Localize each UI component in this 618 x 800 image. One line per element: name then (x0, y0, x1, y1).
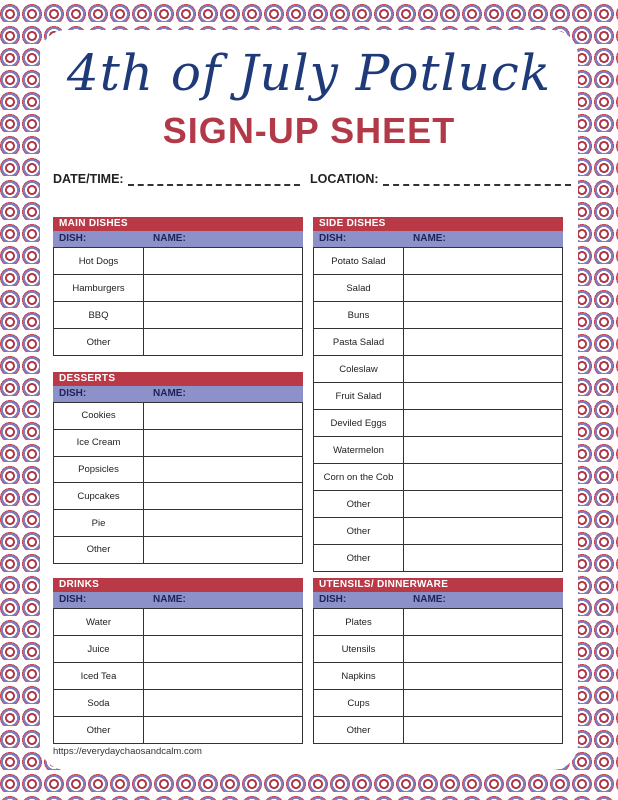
name-cell[interactable] (144, 302, 302, 328)
section-header: DESSERTS (53, 372, 303, 386)
table-row (54, 716, 302, 743)
name-cell[interactable] (144, 430, 302, 456)
dish-cell: Cookies (54, 403, 144, 429)
dish-cell: Watermelon (314, 437, 404, 463)
name-cell[interactable] (144, 275, 302, 301)
name-cell[interactable] (404, 491, 562, 517)
table-row (54, 402, 302, 429)
dish-cell: Water (54, 609, 144, 635)
name-cell[interactable] (404, 248, 562, 274)
table-row (314, 328, 562, 355)
column-header (313, 231, 563, 247)
dish-column-label: DISH: (59, 233, 87, 244)
table-row (54, 274, 302, 301)
table-row (314, 635, 562, 662)
dish-cell: Hot Dogs (54, 248, 144, 274)
table-row (314, 490, 562, 517)
table-row (314, 409, 562, 436)
table-row (54, 482, 302, 509)
table-row (314, 355, 562, 382)
name-cell[interactable] (404, 410, 562, 436)
dish-cell: Pasta Salad (314, 329, 404, 355)
name-column-label: NAME: (413, 594, 446, 605)
table-row (54, 247, 302, 274)
name-column-label: NAME: (153, 388, 186, 399)
name-cell[interactable] (404, 518, 562, 544)
dish-cell: Other (54, 717, 144, 743)
signup-table (313, 247, 563, 572)
dish-cell: Fruit Salad (314, 383, 404, 409)
date-time-line[interactable] (128, 172, 300, 186)
column-header (53, 231, 303, 247)
date-time-field[interactable] (53, 172, 300, 186)
table-row (54, 662, 302, 689)
dish-cell: Other (314, 717, 404, 743)
table-row (54, 689, 302, 716)
name-cell[interactable] (404, 609, 562, 635)
table-row (314, 382, 562, 409)
name-cell[interactable] (404, 302, 562, 328)
table-row (54, 536, 302, 563)
dish-cell: Ice Cream (54, 430, 144, 456)
name-cell[interactable] (404, 717, 562, 743)
section-header: DRINKS (53, 578, 303, 592)
name-cell[interactable] (404, 464, 562, 490)
name-cell[interactable] (144, 483, 302, 509)
name-cell[interactable] (404, 356, 562, 382)
location-label: LOCATION: (310, 172, 379, 186)
signup-table (53, 402, 303, 564)
dish-cell: Cupcakes (54, 483, 144, 509)
dish-cell: BBQ (54, 302, 144, 328)
section-drinks (53, 578, 303, 744)
date-time-label: DATE/TIME: (53, 172, 124, 186)
dish-cell: Other (314, 491, 404, 517)
dish-column-label: DISH: (59, 388, 87, 399)
name-cell[interactable] (144, 636, 302, 662)
column-header (53, 592, 303, 608)
dish-cell: Coleslaw (314, 356, 404, 382)
signup-table (53, 247, 303, 356)
name-cell[interactable] (144, 403, 302, 429)
location-line[interactable] (383, 172, 571, 186)
table-row (54, 429, 302, 456)
location-field[interactable] (310, 172, 571, 186)
footer-url[interactable]: https://everydaychaosandcalm.com (53, 746, 202, 757)
dish-column-label: DISH: (59, 594, 87, 605)
dish-cell: Soda (54, 690, 144, 716)
dish-cell: Potato Salad (314, 248, 404, 274)
section-desserts (53, 372, 303, 564)
name-cell[interactable] (144, 510, 302, 536)
dish-column-label: DISH: (319, 594, 347, 605)
table-row (54, 635, 302, 662)
name-cell[interactable] (144, 609, 302, 635)
dish-cell: Napkins (314, 663, 404, 689)
dish-cell: Other (314, 518, 404, 544)
table-row (54, 509, 302, 536)
name-cell[interactable] (404, 329, 562, 355)
table-row (54, 456, 302, 483)
section-utensils (313, 578, 563, 744)
name-cell[interactable] (404, 690, 562, 716)
sheet-card (40, 30, 578, 770)
name-cell[interactable] (144, 329, 302, 355)
table-row (314, 544, 562, 571)
table-row (314, 662, 562, 689)
section-header: UTENSILS/ DINNERWARE (313, 578, 563, 592)
page-subtitle: SIGN-UP SHEET (162, 110, 456, 151)
table-row (54, 301, 302, 328)
name-cell[interactable] (144, 717, 302, 743)
name-column-label: NAME: (413, 233, 446, 244)
dish-cell: Juice (54, 636, 144, 662)
dish-cell: Other (314, 545, 404, 571)
name-cell[interactable] (404, 545, 562, 571)
signup-table (313, 608, 563, 744)
name-column-label: NAME: (153, 594, 186, 605)
table-row (54, 328, 302, 355)
name-cell[interactable] (144, 457, 302, 483)
table-row (314, 517, 562, 544)
name-cell[interactable] (144, 248, 302, 274)
table-row (314, 436, 562, 463)
dish-cell: Salad (314, 275, 404, 301)
table-row (54, 608, 302, 635)
dish-column-label: DISH: (319, 233, 347, 244)
table-row (314, 463, 562, 490)
name-cell[interactable] (144, 537, 302, 563)
dish-cell: Utensils (314, 636, 404, 662)
section-main-dishes (53, 217, 303, 356)
section-header: MAIN DISHES (53, 217, 303, 231)
dish-cell: Popsicles (54, 457, 144, 483)
name-cell[interactable] (404, 383, 562, 409)
table-row (314, 716, 562, 743)
section-side-dishes (313, 217, 563, 572)
table-row (314, 689, 562, 716)
name-column-label: NAME: (153, 233, 186, 244)
signup-table (53, 608, 303, 744)
dish-cell: Other (54, 329, 144, 355)
dish-cell: Buns (314, 302, 404, 328)
dish-cell: Pie (54, 510, 144, 536)
page-title: 4th of July Potluck (66, 44, 552, 102)
name-cell[interactable] (144, 690, 302, 716)
dish-cell: Iced Tea (54, 663, 144, 689)
table-row (314, 608, 562, 635)
dish-cell: Hamburgers (54, 275, 144, 301)
name-cell[interactable] (404, 636, 562, 662)
name-cell[interactable] (404, 275, 562, 301)
dish-cell: Deviled Eggs (314, 410, 404, 436)
section-header: SIDE DISHES (313, 217, 563, 231)
name-cell[interactable] (404, 437, 562, 463)
table-row (314, 274, 562, 301)
name-cell[interactable] (144, 663, 302, 689)
table-row (314, 301, 562, 328)
column-header (53, 386, 303, 402)
table-row (314, 247, 562, 274)
dish-cell: Other (54, 537, 144, 563)
dish-cell: Plates (314, 609, 404, 635)
column-header (313, 592, 563, 608)
dish-cell: Corn on the Cob (314, 464, 404, 490)
dish-cell: Cups (314, 690, 404, 716)
name-cell[interactable] (404, 663, 562, 689)
